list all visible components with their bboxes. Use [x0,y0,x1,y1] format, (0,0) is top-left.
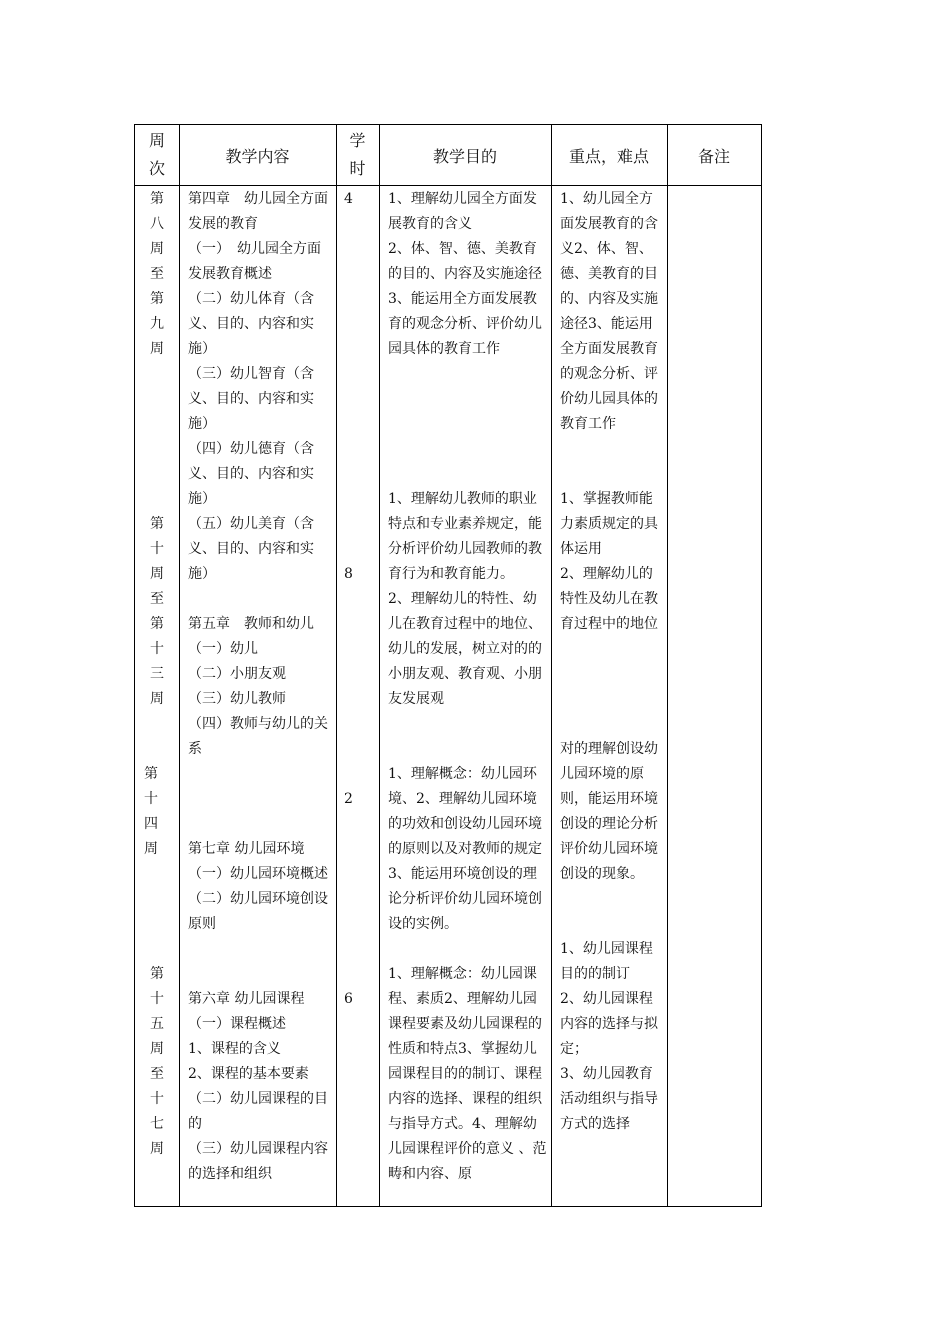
key-point-text: 1、幼儿园全方面发展教育的含义2、体、智、德、美教育的目的、内容及实施途径3、能运用全方面发展教育的观念分析、评价幼儿园具体的教育工作 [560,191,658,432]
week-label: 第十四周 [144,766,158,857]
syllabus-table [134,124,762,1207]
content-item: （一）幼儿 [188,641,258,657]
goal-text: 1、理解幼儿教师的职业特点和专业素养规定，能分析评价幼儿园教师的教育行为和教育能力。 2、理解幼儿的特性、幼儿在教育过程中的地位、幼儿的发展，树立对的的小朋友观、教育观、小朋友发展观 [388,491,542,707]
content-item: 第六章 幼儿园课程 [188,991,305,1007]
header-content: 教学内容 [225,146,290,166]
header-week: 周次 [148,131,165,178]
hours-value: 2 [344,791,353,807]
header-goals: 教学目的 [432,146,497,166]
week-label: 第十五周至十七周 [150,966,164,1157]
content-item: 第七章 幼儿园环境 [188,841,305,857]
content-item: 1、课程的含义 [188,1041,281,1057]
content-item: （三）幼儿园课程内容的选择和组织 [188,1141,328,1182]
hours-value: 8 [344,566,353,582]
content-item: （四）幼儿德育（含义、目的、内容和实施） [188,441,314,507]
header-divider [135,185,761,186]
content-item: （一） 幼儿园全方面发展教育概述 [188,241,321,282]
key-point-text: 1、幼儿园课程目的的制订 2、幼儿园课程内容的选择与拟定； 3、幼儿园教育活动组织与指导方式的选择 [560,941,658,1132]
content-item: （一）课程概述 [188,1016,286,1032]
header-hours: 学时 [349,131,366,178]
content-item: （二）幼儿体育（含义、目的、内容和实施） [188,291,314,357]
content-item: （二）小朋友观 [188,666,286,682]
goal-text: 1、理解概念：幼儿园环境、2、理解幼儿园环境的功效和创设幼儿园环境的原则以及对教师的规定3、能运用环境创设的理论分析评价幼儿园环境创设的实例。 [388,766,542,932]
column-divider [179,125,180,1206]
column-divider [379,125,380,1206]
week-label: 第十周至第十三周 [150,516,164,707]
column-divider [551,125,552,1206]
content-item: （三）幼儿智育（含义、目的、内容和实施） [188,366,314,432]
key-point-text: 1、掌握教师能力素质规定的具体运用 2、理解幼儿的特性及幼儿在教育过程中的地位 [560,491,658,632]
column-divider [667,125,668,1206]
content-column [188,187,332,1187]
week-label: 第八周至第九周 [150,191,164,357]
header-key-points: 重点，难点 [568,146,649,166]
content-item: （五）幼儿美育（含义、目的、内容和实施） [188,516,314,582]
hours-value: 4 [344,191,353,207]
goal-text: 1、理解幼儿园全方面发展教育的含义 2、体、智、德、美教育的目的、内容及实施途径 3、能运用全方面发展教育的观念分析、评价幼儿园具体的教育工作 [388,191,542,357]
column-divider [336,125,337,1206]
content-item: （四）教师与幼儿的关系 [188,716,328,757]
content-item: （二）幼儿园环境创设原则 [188,891,328,932]
goal-text: 1、理解概念：幼儿园课程、素质2、理解幼儿园课程要素及幼儿园课程的性质和特点3、掌握幼儿园课程目的的制订、课程内容的选择、课程的组织与指导方式。4、理解幼儿园课程评价的意义 、范畴和内容、原 [388,966,547,1182]
content-item: （三）幼儿教师 [188,691,286,707]
content-item: 第五章 教师和幼儿 [188,616,314,632]
content-item: 2、课程的基本要素 [188,1066,309,1082]
content-item: （二）幼儿园课程的目的 [188,1091,328,1132]
header-notes: 备注 [697,146,730,166]
key-point-text: 对的理解创设幼儿园环境的原则，能运用环境创设的理论分析评价幼儿园环境创设的现象。 [560,741,658,882]
hours-value: 6 [344,991,353,1007]
content-item: 第四章 幼儿园全方面发展的教育 [188,191,328,232]
content-item: （一）幼儿园环境概述 [188,866,328,882]
